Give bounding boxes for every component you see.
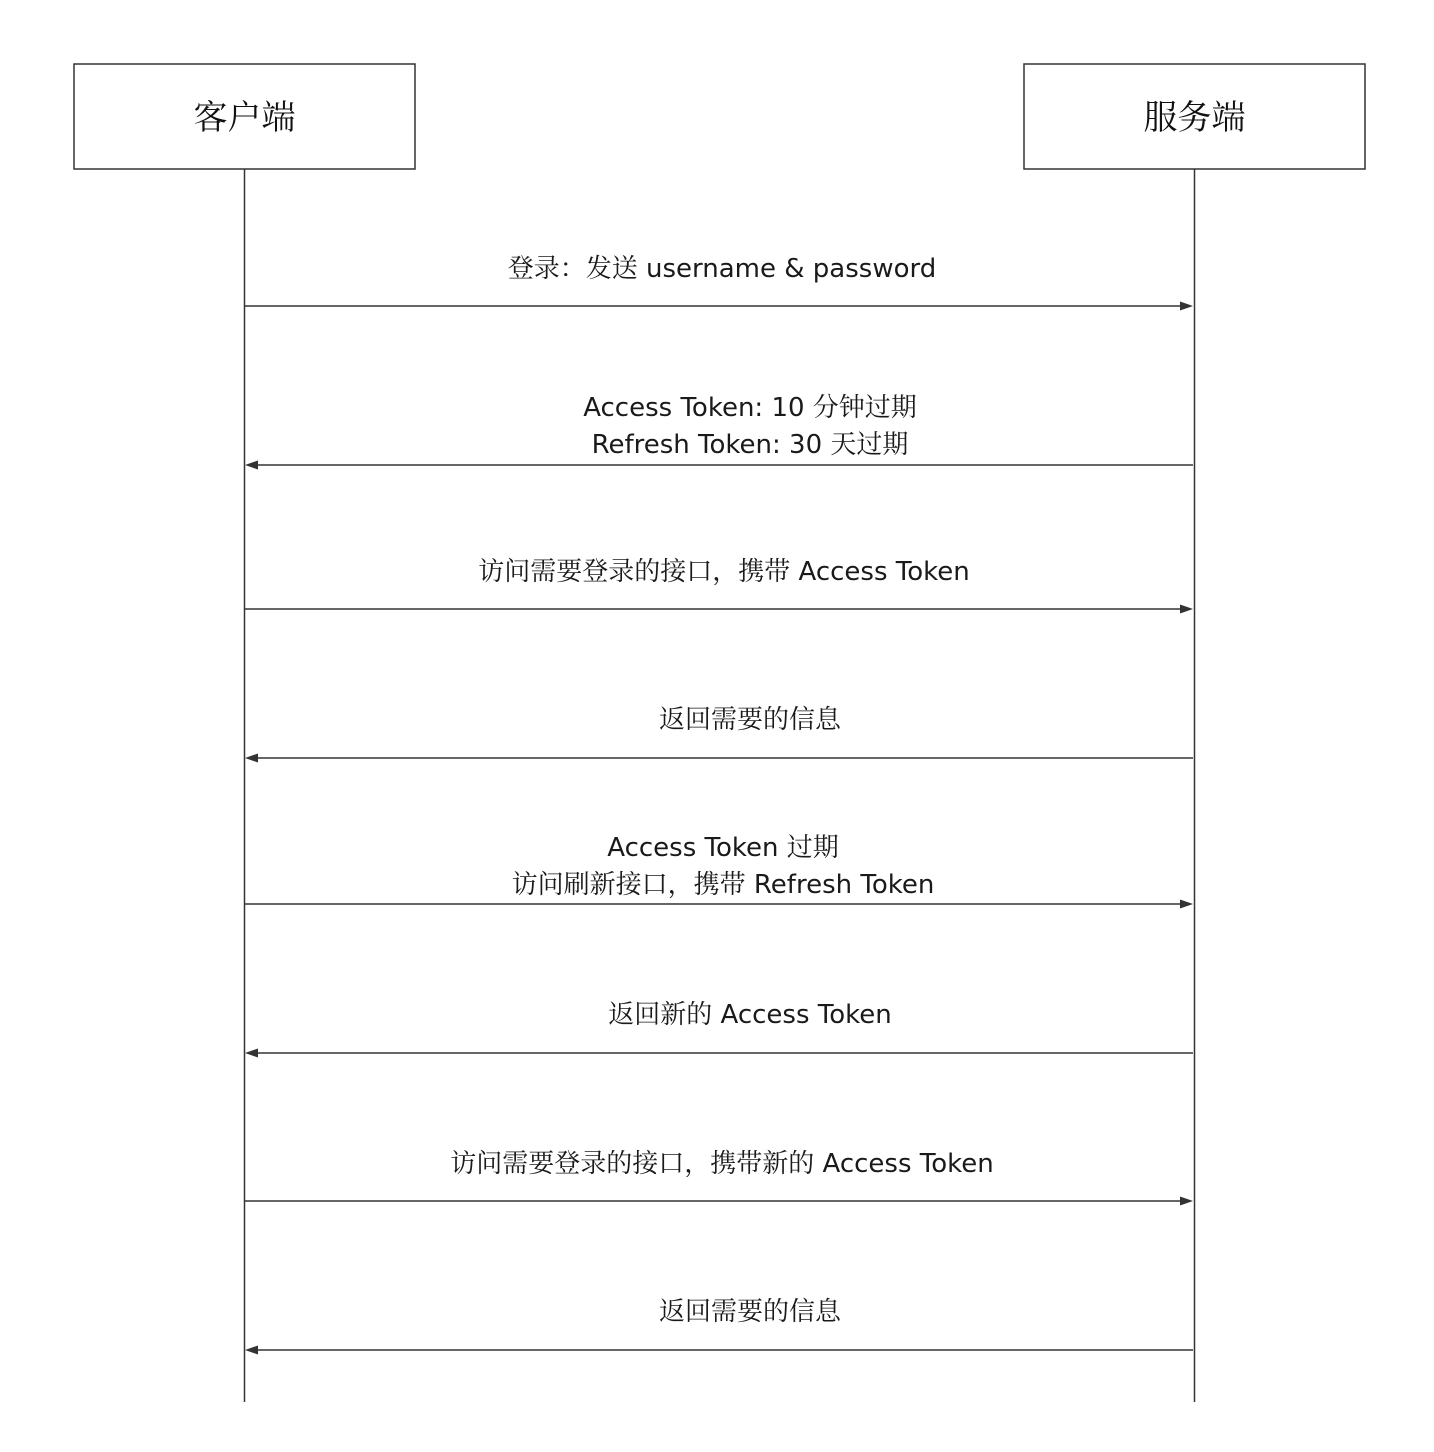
message-label: 登录：发送 username & password bbox=[507, 254, 937, 284]
arrowhead-right bbox=[1180, 1197, 1193, 1206]
client-actor bbox=[74, 64, 415, 169]
message-access-with-new-token bbox=[245, 1149, 1193, 1206]
message-return-info bbox=[245, 705, 1193, 763]
message-label: 返回需要的信息 bbox=[658, 1297, 842, 1327]
message-return-info-final bbox=[245, 1297, 1193, 1355]
messages bbox=[245, 254, 1193, 1355]
message-label: 访问需要登录的接口，携带新的 Access Token bbox=[450, 1149, 994, 1179]
arrowhead-right bbox=[1180, 605, 1193, 614]
arrowhead-left bbox=[245, 1049, 258, 1058]
arrowhead-right bbox=[1180, 900, 1193, 909]
message-login bbox=[245, 254, 1193, 311]
server-actor bbox=[1024, 64, 1365, 169]
server-actor-label: 服务端 bbox=[1143, 98, 1246, 138]
message-label: Refresh Token: 30 天过期 bbox=[591, 430, 909, 460]
message-label: 访问刷新接口，携带 Refresh Token bbox=[511, 870, 935, 900]
message-label: 返回新的 Access Token bbox=[608, 1000, 892, 1030]
arrowhead-left bbox=[245, 754, 258, 763]
message-new-access-token bbox=[245, 1000, 1193, 1058]
message-refresh-request bbox=[245, 833, 1193, 909]
client-actor-label: 客户端 bbox=[193, 98, 296, 138]
message-access-protected bbox=[245, 557, 1193, 614]
message-label: Access Token 过期 bbox=[607, 833, 839, 863]
arrowhead-left bbox=[245, 461, 258, 470]
arrowhead-left bbox=[245, 1346, 258, 1355]
message-label: 访问需要登录的接口，携带 Access Token bbox=[478, 557, 970, 587]
message-label: 返回需要的信息 bbox=[658, 705, 842, 735]
arrowhead-right bbox=[1180, 302, 1193, 311]
message-label: Access Token: 10 分钟过期 bbox=[583, 393, 917, 423]
message-tokens-issued bbox=[245, 393, 1193, 470]
